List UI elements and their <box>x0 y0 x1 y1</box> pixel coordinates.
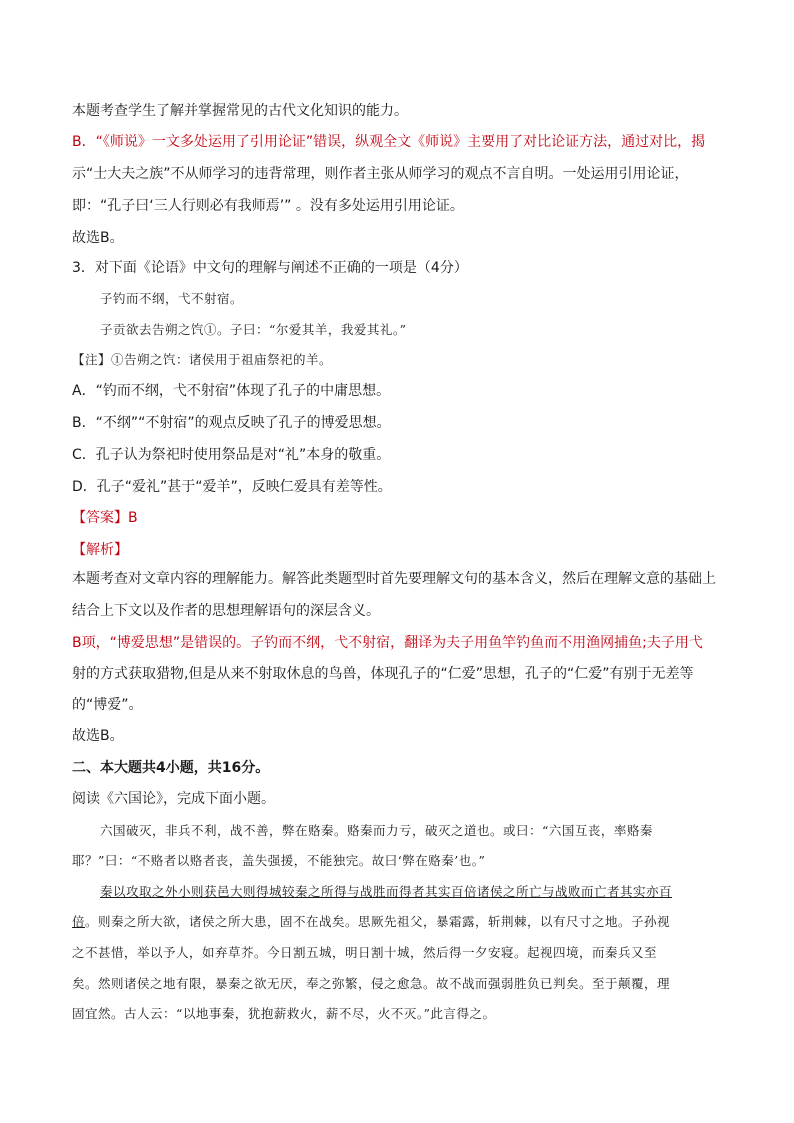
q3-analysis-b-line3: 的“博爱”。 <box>72 697 143 713</box>
q3-analysis-line1: 本题考查对文章内容的理解能力。解答此类题型时首先要理解文句的基本含义，然后在理解文意的基础上 <box>72 571 716 587</box>
passage-para2-line4: 矣。然则诸侯之地有限，暴秦之欲无厌，奉之弥繁，侵之愈急。故不战而强弱胜负已判矣。至于颠覆，理 <box>72 976 671 991</box>
q3-choice: 故选B。 <box>72 728 124 744</box>
answer-value: B <box>128 510 138 526</box>
passage-para2-line5: 固宜然。古人云：“以地事秦，犹抱薪救火，薪不尽，火不灭。”此言得之。 <box>72 1006 496 1021</box>
q2-analysis-b-line2: 示“士大夫之族”不从师学习的违背常理，则作者主张从师学习的观点不言自明。一处运用引用论证， <box>72 166 689 182</box>
q2-analysis-intro: 本题考查学生了解并掌握常见的古代文化知识的能力。 <box>72 103 408 119</box>
q3-option-b: B．“不纲”“不射宿”的观点反映了孔子的博爱思想。 <box>72 415 391 431</box>
q3-quote2: 子贡欲去告朔之饩①。子曰：“尔爱其羊，我爱其礼。” <box>100 322 407 337</box>
q3-quote1: 子钓而不纲，弋不射宿。 <box>100 291 244 306</box>
q3-option-c: C．孔子认为祭祀时使用祭品是对“礼”本身的敬重。 <box>72 447 391 463</box>
q2-analysis-b-line3: 即：“孔子曰‘三人行则必有我师焉’” 。没有多处运用引用论证。 <box>72 198 464 214</box>
section2-heading: 二、本大题共4小题，共16分。 <box>72 760 270 776</box>
passage-para2-line3: 之不甚惜，举以予人，如弃草芥。今日割五城，明日割十城，然后得一夕安寝。起视四境，而秦兵又至 <box>72 945 658 960</box>
passage-para2-line2 <box>72 912 670 932</box>
passage-para2-line1: 秦以攻取之外小则获邑大则得城较秦之所得与战胜而得者其实百倍诸侯之所亡与战败而亡者其实亦百 <box>100 884 673 899</box>
q3-analysis-label: 【解析】 <box>72 542 128 558</box>
q3-question: 3．对下面《论语》中文句的理解与阐述不正确的一项是（4分） <box>72 260 468 276</box>
q3-option-d: D．孔子“爱礼”甚于“爱羊”，反映仁爱具有差等性。 <box>72 479 392 495</box>
q3-analysis-line2: 结合上下文以及作者的思想理解语句的深层含义。 <box>72 603 380 619</box>
passage-para1-line1: 六国破灭，非兵不利，战不善，弊在赂秦。赂秦而力亏，破灭之道也。或曰：“六国互丧，率赂秦 <box>100 823 653 838</box>
q3-answer <box>72 508 138 528</box>
q2-choice: 故选B。 <box>72 230 124 246</box>
underlined-word: 倍 <box>72 914 86 929</box>
para2-line2-rest: 。则秦之所大欲，诸侯之所大患，固不在战矣。思厥先祖父，暴霜露，斩荆棘，以有尺寸之地。子孙视 <box>85 914 671 929</box>
section2-instruction: 阅读《六国论》，完成下面小题。 <box>72 791 275 807</box>
q3-analysis-b-line1: B项，“博爱思想”是错误的。子钓而不纲，弋不射宿，翻译为夫子用鱼竿钓鱼而不用渔网捕鱼;夫子用弋 <box>72 635 703 651</box>
q2-analysis-b-line1: B．“《师说》一文多处运用了引用论证”错误，纵观全文《师说》主要用了对比论证方法，通过对比，揭 <box>72 134 706 150</box>
q3-analysis-b-line2: 射的方式获取猎物,但是从来不射取休息的鸟兽，体现孔子的“仁爱”思想，孔子的“仁爱”有别于无差等 <box>72 666 694 682</box>
answer-label: 【答案】 <box>72 510 128 526</box>
passage-para1-line2: 耶？”曰：“不赂者以赂者丧，盖失强援，不能独完。故曰‘弊在赂秦’也。” <box>72 853 486 868</box>
q3-note: 【注】①告朔之饩：诸侯用于祖庙祭祀的羊。 <box>72 352 333 367</box>
q3-option-a: A．“钓而不纲，弋不射宿”体现了孔子的中庸思想。 <box>72 383 391 399</box>
